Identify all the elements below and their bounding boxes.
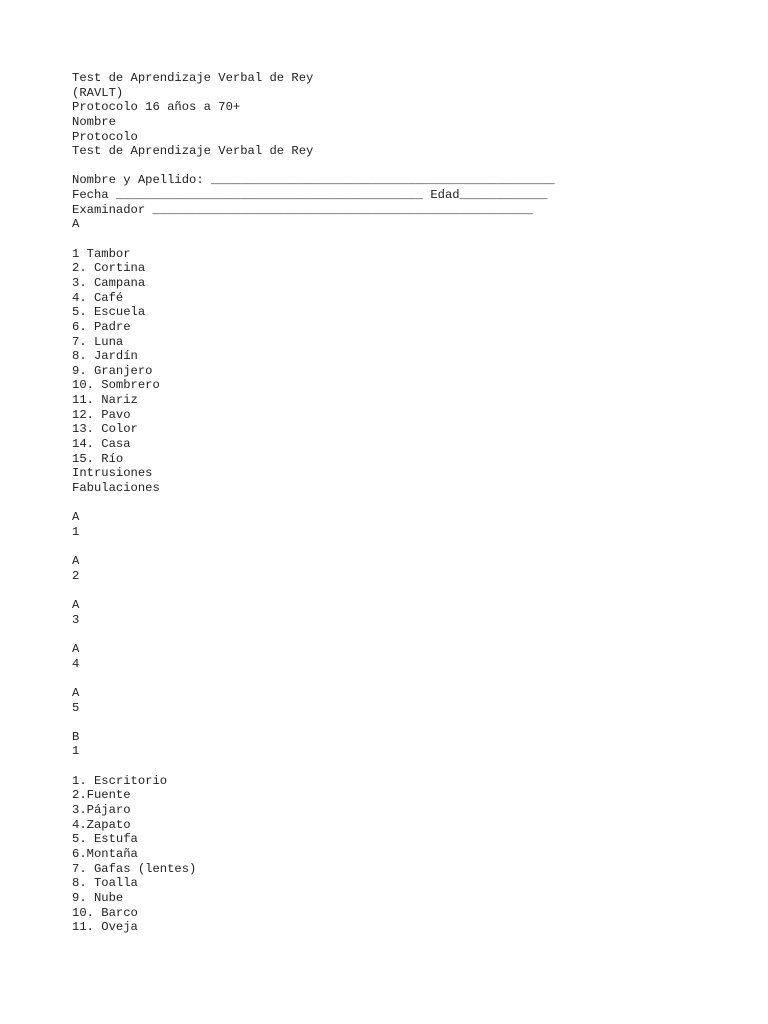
list-item: 9. Nube: [72, 890, 124, 905]
trial-list-label: A: [72, 685, 80, 700]
list-item: 8. Jardín: [72, 349, 138, 364]
spacer: [72, 496, 752, 511]
trial-number: 1: [72, 744, 80, 759]
list-item: 13. Color: [72, 422, 138, 437]
list-item-fabulations: Fabulaciones: [72, 480, 160, 495]
examiner-field-line: Examinador ____________________________________________________: [72, 202, 533, 217]
patient-form: [72, 173, 752, 232]
trial-block: [72, 730, 752, 759]
spacer: [72, 232, 752, 247]
list-item: 14. Casa: [72, 437, 131, 452]
list-item: 15. Río: [72, 451, 124, 466]
list-item: 3. Campana: [72, 275, 146, 290]
trial-block: [72, 510, 752, 539]
list-item: 7. Gafas (lentes): [72, 861, 197, 876]
list-item: 10. Barco: [72, 905, 138, 920]
list-item: 9. Granjero: [72, 363, 153, 378]
list-item-intrusions: Intrusiones: [72, 466, 153, 481]
list-item: 6. Padre: [72, 319, 131, 334]
spacer: [72, 540, 752, 555]
spacer: [72, 583, 752, 598]
document-page: [72, 71, 752, 935]
trial-number: 1: [72, 524, 80, 539]
trial-list-label: A: [72, 554, 80, 569]
trial-number: 5: [72, 700, 80, 715]
test-abbreviation: (RAVLT): [72, 85, 124, 100]
trial-list-label: A: [72, 641, 80, 656]
list-item: 11. Nariz: [72, 393, 138, 408]
date-age-field-line: Fecha __________________________________________ Edad____________: [72, 188, 548, 203]
spacer: [72, 159, 752, 174]
trial-block: [72, 642, 752, 671]
document-header: [72, 71, 752, 159]
trial-list-label: B: [72, 729, 80, 744]
list-item: 4.Zapato: [72, 817, 131, 832]
spacer: [72, 671, 752, 686]
trial-number: 3: [72, 612, 80, 627]
list-item: 7. Luna: [72, 334, 124, 349]
trial-block: [72, 554, 752, 583]
spacer: [72, 759, 752, 774]
name-heading: Nombre: [72, 114, 116, 129]
spacer: [72, 715, 752, 730]
list-item: 5. Escuela: [72, 305, 146, 320]
list-item: 2. Cortina: [72, 261, 146, 276]
document-title: Test de Aprendizaje Verbal de Rey: [72, 71, 314, 85]
list-item: 10. Sombrero: [72, 378, 160, 393]
name-field-line: Nombre y Apellido: _______________________________________________: [72, 173, 555, 188]
list-item: 8. Toalla: [72, 876, 138, 891]
word-list-a: [72, 247, 752, 496]
word-list-b: [72, 774, 752, 935]
document-title-repeat: Test de Aprendizaje Verbal de Rey: [72, 144, 314, 159]
list-item: 3.Pájaro: [72, 803, 131, 818]
trial-block: [72, 686, 752, 715]
list-item: 2.Fuente: [72, 788, 131, 803]
trial-block: [72, 598, 752, 627]
protocol-range: Protocolo 16 años a 70+: [72, 100, 241, 115]
list-item: 11. Oveja: [72, 920, 138, 935]
spacer: [72, 627, 752, 642]
list-item: 6.Montaña: [72, 846, 138, 861]
trial-number: 2: [72, 568, 80, 583]
list-item: 5. Estufa: [72, 832, 138, 847]
list-item: 12. Pavo: [72, 407, 131, 422]
list-item: 1. Escritorio: [72, 773, 168, 788]
list-a-label: A: [72, 217, 80, 232]
list-item: 1 Tambor: [72, 246, 131, 261]
trial-list-label: A: [72, 510, 80, 525]
protocol-heading: Protocolo: [72, 129, 138, 144]
list-item: 4. Café: [72, 290, 124, 305]
trial-list-label: A: [72, 598, 80, 613]
trial-number: 4: [72, 656, 80, 671]
